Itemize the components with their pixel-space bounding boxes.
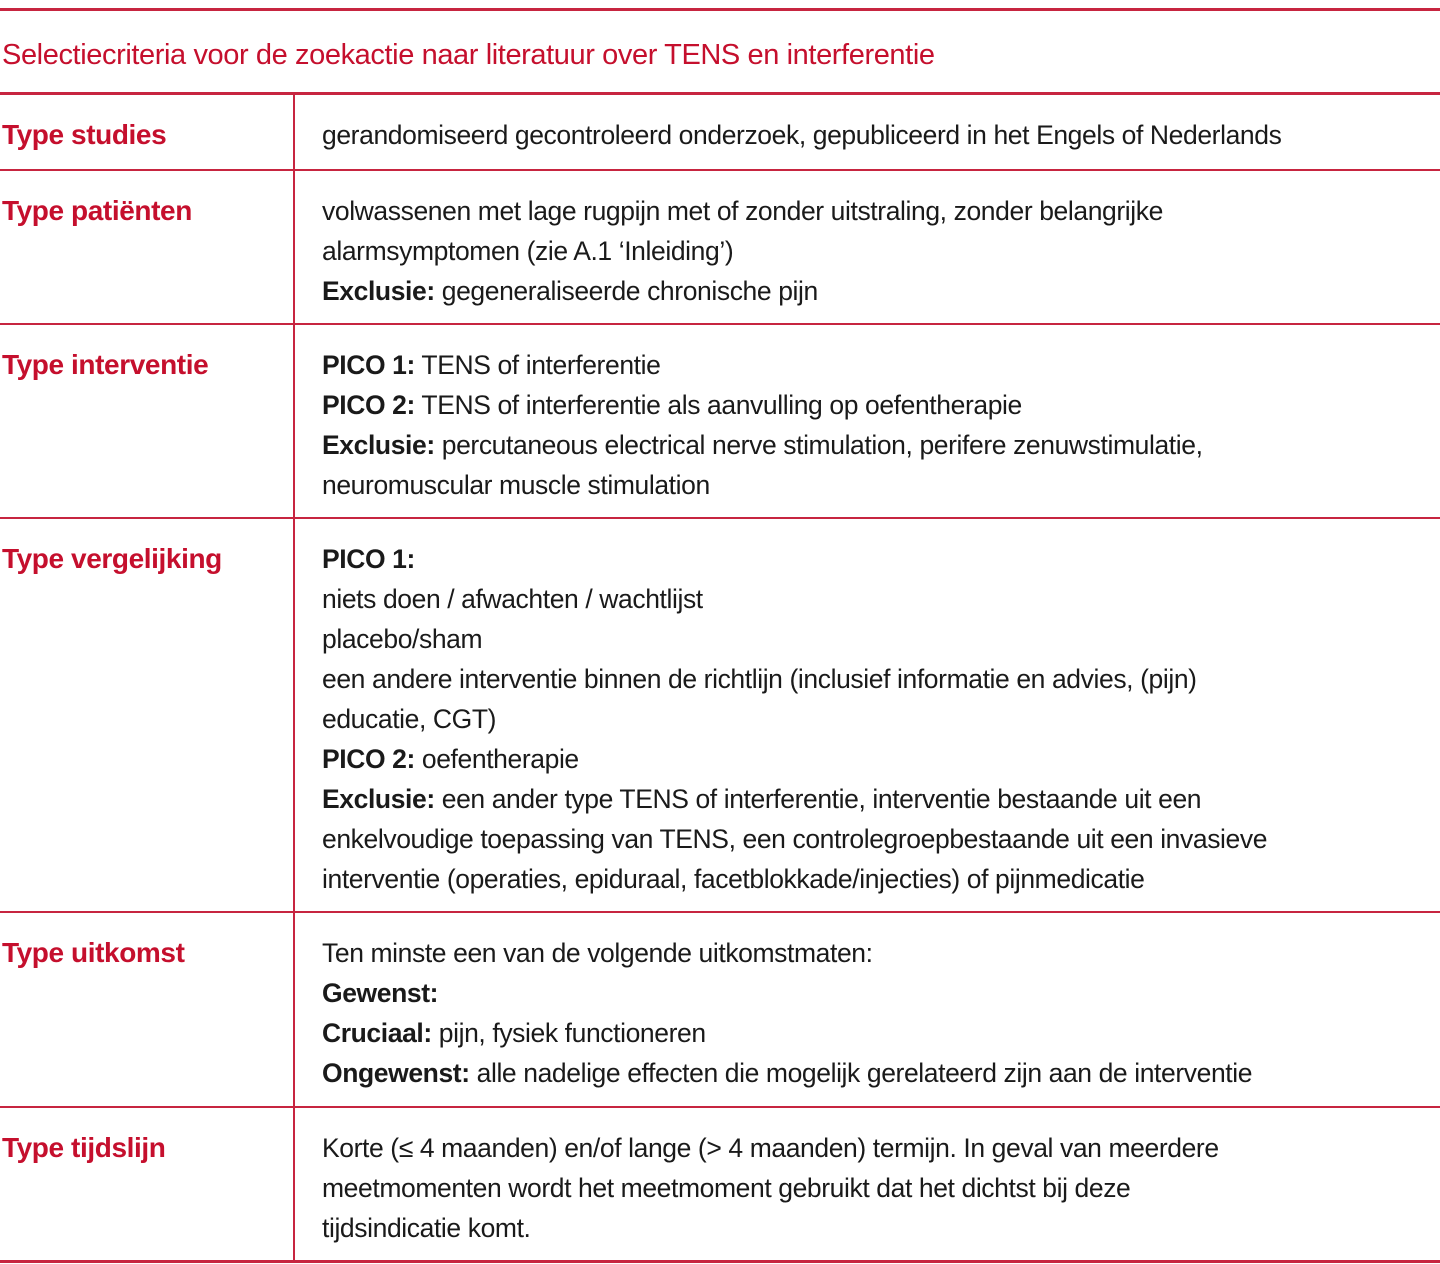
content-line-text: gegeneraliseerde chronische pijn (434, 275, 818, 306)
content-line-lead: Exclusie: (322, 429, 435, 460)
content-line (322, 1013, 1440, 1053)
content-line-text: een andere interventie binnen de richtlijn (inclusief informatie en advies, (pijn) (322, 663, 1197, 694)
criteria-row (0, 324, 1440, 518)
criteria-label: Type studies (0, 94, 294, 170)
criteria-label: Type tijdslijn (0, 1107, 294, 1262)
content-line-text: alle nadelige effecten die mogelijk gerelateerd zijn aan de interventie (469, 1057, 1253, 1088)
content-line-lead: Cruciaal: (322, 1017, 432, 1048)
criteria-row (0, 94, 1440, 170)
content-line-text: TENS of interferentie als aanvulling op oefentherapie (414, 389, 1022, 420)
content-line-lead: PICO 1: (322, 543, 415, 574)
content-line-text: educatie, CGT) (322, 703, 497, 734)
content-line-text: TENS of interferentie (414, 349, 661, 380)
content-line-text: tijdsindicatie komt. (322, 1212, 531, 1243)
content-line (322, 1053, 1440, 1093)
content-line (322, 345, 1440, 385)
criteria-content (294, 94, 1440, 170)
content-line (322, 1208, 1440, 1248)
content-line (322, 933, 1440, 973)
content-line (322, 819, 1440, 859)
content-line (322, 619, 1440, 659)
content-line-text: niets doen / afwachten / wachtlijst (322, 583, 703, 614)
criteria-table-body (0, 94, 1440, 1262)
criteria-content (294, 518, 1440, 912)
content-line-text: gerandomiseerd gecontroleerd onderzoek, gepubliceerd in het Engels of Nederlands (322, 120, 1282, 150)
content-line-text: percutaneous electrical nerve stimulation, perifere zenuwstimulatie, (434, 429, 1203, 460)
criteria-content (294, 324, 1440, 518)
content-line-text: interventie (operaties, epiduraal, facetblokkade/injecties) of pijnmedicatie (322, 863, 1145, 894)
criteria-content (294, 170, 1440, 324)
content-line (322, 973, 1440, 1013)
content-line-text: Korte (≤ 4 maanden) en/of lange (> 4 maanden) termijn. In geval van meerdere (322, 1132, 1219, 1163)
content-line (322, 1128, 1440, 1168)
content-line-lead: PICO 2: (322, 743, 415, 774)
content-line-text: oefentherapie (414, 743, 579, 774)
content-line-lead: Exclusie: (322, 783, 435, 814)
criteria-label: Type interventie (0, 324, 294, 518)
content-line-text: placebo/sham (322, 623, 483, 654)
content-line-lead: Ongewenst: (322, 1057, 470, 1088)
content-line-lead: PICO 1: (322, 349, 415, 380)
table-title: Selectiecriteria voor de zoekactie naar literatuur over TENS en interferentie (2, 39, 935, 71)
content-line-text: volwassenen met lage rugpijn met of zonder uitstraling, zonder belangrijke (322, 195, 1163, 226)
content-line (322, 465, 1440, 505)
content-line (322, 699, 1440, 739)
content-line-lead: Gewenst: (322, 977, 439, 1008)
content-line (322, 385, 1440, 425)
content-line (322, 191, 1440, 231)
content-line (322, 579, 1440, 619)
criteria-content (294, 1107, 1440, 1262)
criteria-label: Type patiënten (0, 170, 294, 324)
content-line (322, 231, 1440, 271)
criteria-content (294, 912, 1440, 1107)
content-line-text: alarmsymptomen (zie A.1 ‘Inleiding’) (322, 235, 734, 266)
content-line-lead: Exclusie: (322, 275, 435, 306)
criteria-label: Type vergelijking (0, 518, 294, 912)
content-line (322, 779, 1440, 819)
criteria-row (0, 518, 1440, 912)
content-line-text: enkelvoudige toepassing van TENS, een controlegroepbestaande uit een invasieve (322, 823, 1268, 854)
content-line (322, 539, 1440, 579)
criteria-row (0, 912, 1440, 1107)
content-line (322, 271, 1440, 311)
content-line-text: een ander type TENS of interferentie, interventie bestaande uit een (434, 783, 1202, 814)
content-line-text: Ten minste een van de volgende uitkomstmaten: (322, 937, 873, 968)
content-line (322, 739, 1440, 779)
content-line (322, 859, 1440, 899)
content-line-lead: PICO 2: (322, 389, 415, 420)
criteria-label: Type uitkomst (0, 912, 294, 1107)
content-line-text: neuromuscular muscle stimulation (322, 469, 710, 500)
content-line (322, 425, 1440, 465)
criteria-row (0, 1107, 1440, 1262)
criteria-row (0, 170, 1440, 324)
content-line (322, 1168, 1440, 1208)
criteria-table (0, 92, 1440, 1263)
content-line-text: pijn, fysiek functioneren (431, 1017, 706, 1048)
content-line (322, 659, 1440, 699)
content-line-text: meetmomenten wordt het meetmoment gebruikt dat het dichtst bij deze (322, 1172, 1131, 1203)
content-line (322, 115, 1440, 155)
